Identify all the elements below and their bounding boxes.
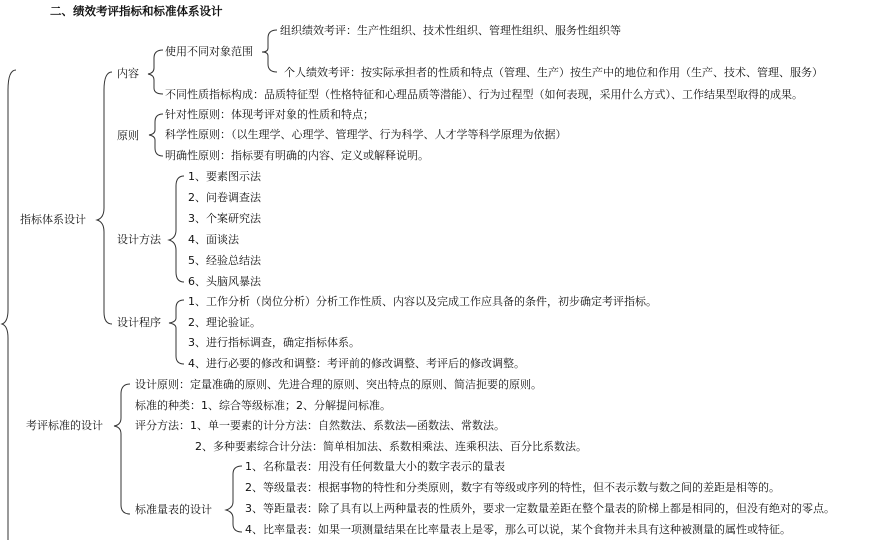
method-item: 6、头脑风暴法 xyxy=(188,275,261,288)
indicator-brace xyxy=(97,72,112,324)
procedure-item: 1、工作分析（岗位分析）分析工作性质、内容以及完成工作应具备的条件，初步确定考评指标。 xyxy=(188,295,657,308)
standard-scoring: 评分方法：1、单一要素的计分方法：自然数法、系数法—函数法、常数法。 xyxy=(135,419,505,432)
principle-label: 原则 xyxy=(117,129,139,142)
personal-evaluation: 个人绩效考评：按实际承担者的性质和特点（管理、生产）按生产中的地位和作用（生产、技术、管理、服务） xyxy=(284,66,823,79)
methods-brace xyxy=(169,176,184,282)
object-range-brace xyxy=(262,30,277,72)
scale-item: 1、名称量表：用没有任何数量大小的数字表示的量表 xyxy=(245,460,505,473)
root-standard-design: 考评标准的设计 xyxy=(26,419,103,432)
principle-item: 明确性原则：指标要有明确的内容、定义或解释说明。 xyxy=(165,149,429,162)
scales-label: 标准量表的设计 xyxy=(135,503,212,516)
procedure-brace xyxy=(169,300,184,364)
procedure-item: 3、进行指标调查，确定指标体系。 xyxy=(188,336,360,349)
scales-brace xyxy=(226,466,242,532)
standard-types: 标准的种类：1、综合等级标准；2、分解提问标准。 xyxy=(135,399,391,412)
root-brace xyxy=(2,70,16,540)
method-item: 1、要素图示法 xyxy=(188,170,261,183)
methods-label: 设计方法 xyxy=(117,233,161,246)
principle-brace xyxy=(149,114,163,156)
method-item: 2、问卷调查法 xyxy=(188,191,261,204)
standard-design-principle: 设计原则：定量准确的原则、先进合理的原则、突出特点的原则、简洁扼要的原则。 xyxy=(135,378,542,391)
scale-item: 4、比率量表：如果一项测量结果在比率量表上是零，那么可以说，某个食物并未具有这种被测量的属性或特征。 xyxy=(245,523,791,536)
scale-item: 3、等距量表：除了具有以上两种量表的性质外，要求一定数量差距在整个量表的阶梯上都是相同的，但没有绝对的零点。 xyxy=(245,502,835,515)
object-range-label: 使用不同对象范围 xyxy=(165,45,253,58)
org-evaluation: 组织绩效考评：生产性组织、技术性组织、管理性组织、服务性组织等 xyxy=(280,24,621,37)
standard-scoring-multi: 2、多种要素综合计分法：简单相加法、系数相乘法、连乘积法、百分比系数法。 xyxy=(195,440,587,453)
procedure-label: 设计程序 xyxy=(117,316,161,329)
method-item: 3、个案研究法 xyxy=(188,212,261,225)
method-item: 5、经验总结法 xyxy=(188,254,261,267)
content-label: 内容 xyxy=(117,67,139,80)
principle-item: 针对性原则：体现考评对象的性质和特点； xyxy=(165,108,374,121)
procedure-item: 2、理论验证。 xyxy=(188,316,261,329)
diagram-title: 二、绩效考评指标和标准体系设计 xyxy=(50,4,223,18)
scale-item: 2、等级量表：根据事物的特性和分类原则，数字有等级或序列的特性，但不表示数与数之间的差距是相等的。 xyxy=(245,481,780,494)
principle-item: 科学性原则：（以生理学、心理学、管理学、行为科学、人才学等科学原理为依据） xyxy=(165,128,567,141)
nature-composition: 不同性质指标构成：品质特征型（性格特征和心理品质等潜能）、行为过程型（如何表现，采用什么方式）、工作结果型取得的成果。 xyxy=(165,88,803,101)
procedure-item: 4、进行必要的修改和调整：考评前的修改调整、考评后的修改调整。 xyxy=(188,357,525,370)
content-brace xyxy=(148,50,163,94)
root-indicator-design: 指标体系设计 xyxy=(20,213,86,226)
method-item: 4、面谈法 xyxy=(188,233,239,246)
standard-brace xyxy=(114,384,130,514)
